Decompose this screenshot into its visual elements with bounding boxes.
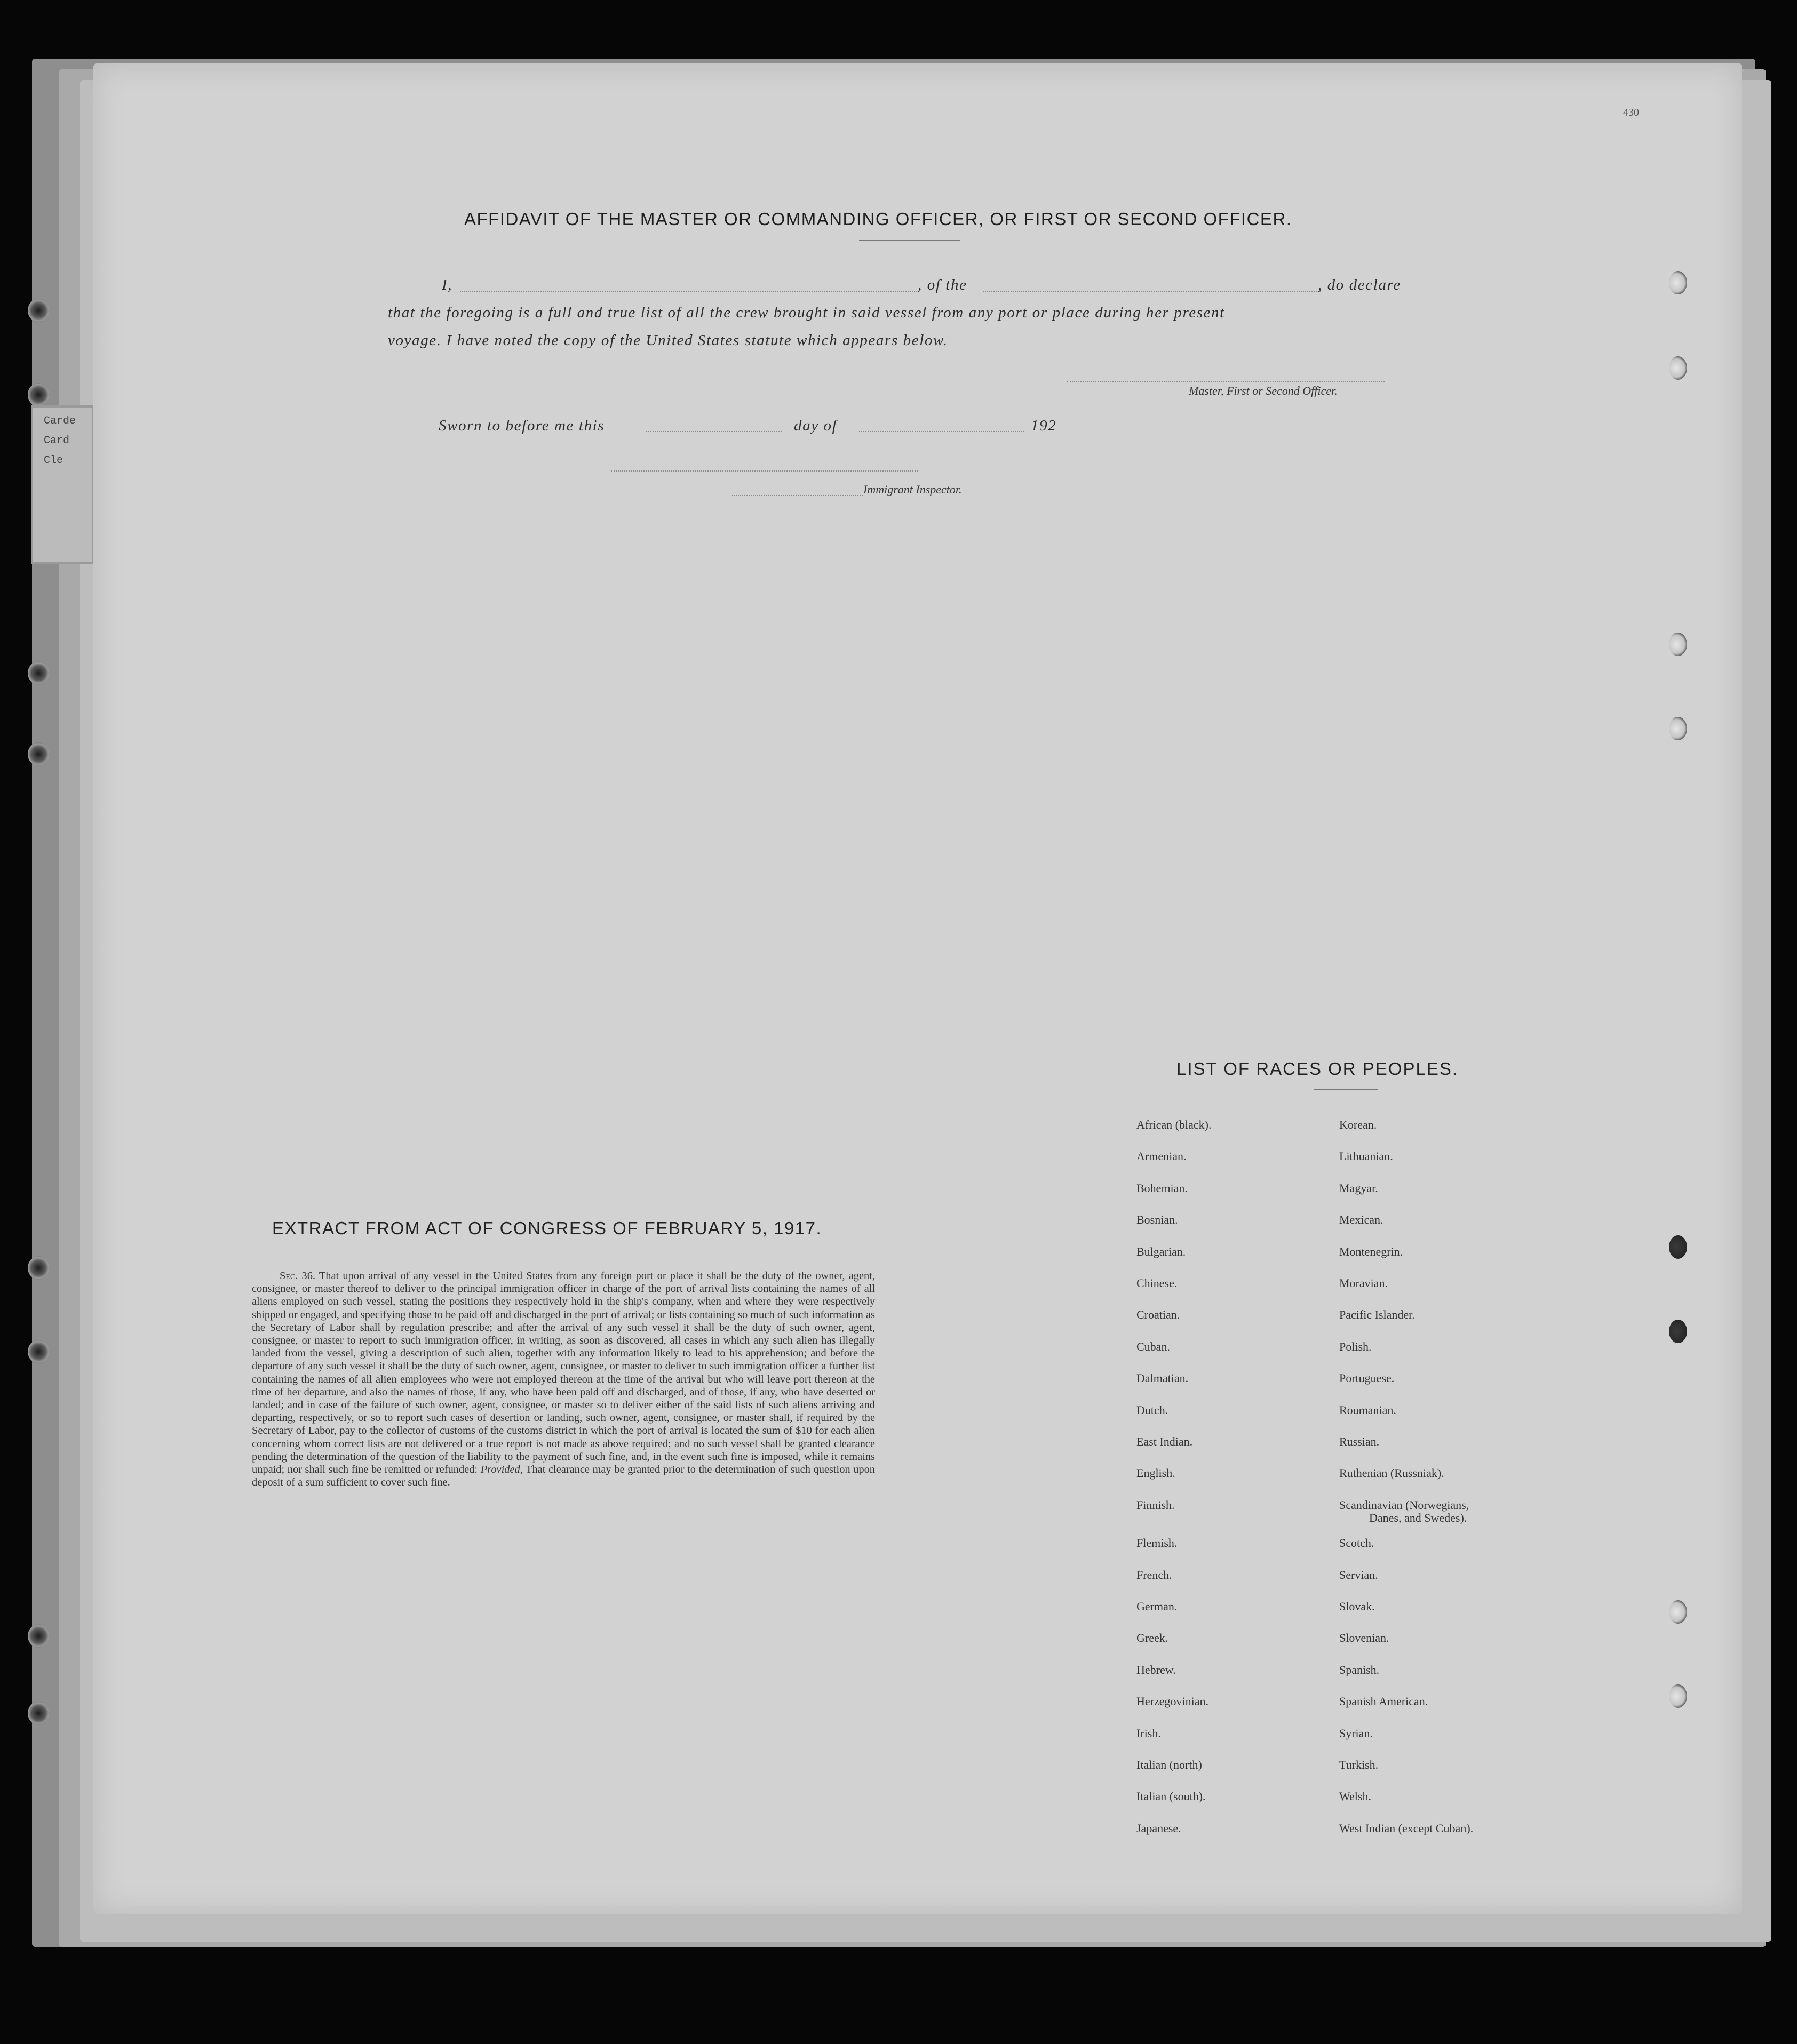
extract-title: EXTRACT FROM ACT OF CONGRESS OF FEBRUARY 5, 1917.: [272, 1218, 822, 1238]
extract-text-part2: That clearance may be granted prior to the determination of such question upon deposit of a sum sufficient to cover such fine.: [252, 1464, 875, 1489]
inspector-label: Immigrant Inspector.: [863, 483, 962, 496]
title-underline: [859, 240, 960, 241]
race-item: Syrian.: [1339, 1726, 1373, 1740]
race-item: French.: [1136, 1568, 1172, 1582]
race-item: Italian (north): [1136, 1758, 1202, 1771]
race-item: Portuguese.: [1339, 1371, 1395, 1385]
race-item: Greek.: [1136, 1631, 1168, 1645]
race-item: Spanish American.: [1339, 1695, 1428, 1708]
race-item: Bosnian.: [1136, 1213, 1178, 1227]
master-signature-label: Master, First or Second Officer.: [1189, 384, 1338, 397]
race-item: Armenian.: [1136, 1149, 1187, 1163]
race-item: Turkish.: [1339, 1758, 1379, 1771]
vessel-name-blank[interactable]: [983, 291, 1321, 292]
race-item: Spanish.: [1339, 1663, 1380, 1676]
master-signature-blank[interactable]: [1067, 381, 1385, 382]
race-item: English.: [1136, 1466, 1175, 1480]
master-name-blank[interactable]: [460, 291, 919, 292]
extract-body: [252, 1269, 875, 1489]
race-item: East Indian.: [1136, 1435, 1193, 1448]
punch-hole: [1669, 1684, 1687, 1708]
binder-hole: [28, 1702, 49, 1725]
race-item: German.: [1136, 1600, 1178, 1613]
race-item: Japanese.: [1136, 1821, 1181, 1835]
race-item: Italian (south).: [1136, 1790, 1206, 1803]
extract-provided: Provided,: [480, 1464, 523, 1476]
race-item: Magyar.: [1339, 1181, 1378, 1195]
race-item: Bulgarian.: [1136, 1244, 1186, 1258]
race-item: Bohemian.: [1136, 1181, 1188, 1195]
binder-hole: [28, 1624, 49, 1648]
races-title-underline: [1314, 1089, 1378, 1090]
race-item: Herzegovinian.: [1136, 1695, 1208, 1708]
race-item: Chinese.: [1136, 1276, 1178, 1290]
index-tab-card: [31, 405, 94, 564]
punch-hole: [1669, 717, 1687, 740]
sworn-year: 192: [1031, 417, 1057, 434]
binder-hole: [28, 383, 49, 406]
race-item: Korean.: [1339, 1118, 1377, 1131]
punch-hole: [1669, 1235, 1687, 1259]
races-title: LIST OF RACES OR PEOPLES.: [1176, 1059, 1459, 1079]
punch-hole: [1669, 356, 1687, 380]
tab-card-line: Cle: [44, 454, 63, 467]
race-item: African (black).: [1136, 1118, 1212, 1131]
extract-section: Sec. 36.: [280, 1270, 315, 1282]
race-item: West Indian (except Cuban).: [1339, 1821, 1474, 1835]
affidavit-line1-prefix: I,: [442, 276, 453, 293]
race-item: Montenegrin.: [1339, 1244, 1403, 1258]
tab-card-line: Card: [44, 435, 70, 447]
sworn-prefix: Sworn to before me this: [439, 417, 605, 434]
extract-text-part1: That upon arrival of any vessel in the United States from any foreign port or place it shall be the duty of the owner, agent, consignee, or master thereof to deliver to the principal immigration officer in charge of the port of arrival lists containing the names of all aliens employed on such vessel, stating the positions they respectively hold in the ship's company, when and where they were respectively shipped or engaged, and specifying those to be paid off and discharged in the port of arrival; or lists containing so much of such information as the Secretary of Labor shall by regulation prescribe; and after the arrival of any such vessel it shall be the duty of such owner, agent, consignee, or master to report to such immigration officer, in writing, as soon as discovered, all cases in which any such alien has illegally landed from the vessel, giving a description of such alien, together with any information likely to lead to his apprehension; and before the departure of any such vessel it shall be the duty of such owner, agent, consignee, or master to deliver to such immigration officer a further list containing the names of all alien employees who were not employed thereon at the time of the arrival but who will leave port thereon at the time of her departure, and also the names of those, if any, who have been paid off and discharged, and of those, if any, who have deserted or landed; and in case of the failure of such owner, agent, consignee, or master so to deliver either of the said lists of such aliens arriving and departing, respectively, or so to report such cases of desertion or landing, such owner, agent, consignee, or master shall, if required by the Secretary of Labor, pay to the collector of customs of the customs district in which the port of arrival is located the sum of $10 for each alien concerning whom correct lists are not delivered or a true report is not made as above required; and no such vessel shall be granted clearance pending the determination of the question of the liability to the payment of such fine, and, in the event such fine is imposed, while it remains unpaid; nor shall such fine be remitted or refunded:: [252, 1270, 876, 1476]
race-item: Flemish.: [1136, 1536, 1178, 1550]
binder-hole: [28, 742, 49, 766]
race-item: Scandinavian (Norwegians,: [1339, 1498, 1469, 1512]
race-item: Roumanian.: [1339, 1403, 1396, 1417]
race-item: Scotch.: [1339, 1536, 1374, 1550]
race-item: Servian.: [1339, 1568, 1378, 1582]
race-item: Dalmatian.: [1136, 1371, 1189, 1385]
inspector-leader: [732, 495, 863, 496]
sworn-day-label: day of: [794, 417, 838, 434]
race-item: Hebrew.: [1136, 1663, 1176, 1676]
affidavit-line1-mid: , of the: [918, 276, 967, 293]
race-item: Moravian.: [1339, 1276, 1388, 1290]
race-item: Lithuanian.: [1339, 1149, 1393, 1163]
binder-hole: [28, 299, 49, 322]
affidavit-line2: that the foregoing is a full and true list of all the crew brought in said vessel from any port or place during her present: [388, 304, 1225, 321]
punch-hole: [1669, 271, 1687, 294]
sworn-day-blank[interactable]: [646, 431, 782, 432]
tab-card-line: Carde: [44, 415, 76, 427]
affidavit-line3: voyage. I have noted the copy of the United States statute which appears below.: [388, 332, 948, 349]
race-item: Russian.: [1339, 1435, 1380, 1448]
punch-hole: [1669, 1320, 1687, 1343]
page-number: 430: [1623, 107, 1639, 118]
race-item: Mexican.: [1339, 1213, 1383, 1227]
race-item: Polish.: [1339, 1339, 1372, 1353]
sworn-month-blank[interactable]: [859, 431, 1024, 432]
binder-hole: [28, 661, 49, 685]
punch-hole: [1669, 633, 1687, 656]
race-item: Irish.: [1136, 1726, 1161, 1740]
race-item: Welsh.: [1339, 1790, 1371, 1803]
race-item: Cuban.: [1136, 1339, 1170, 1353]
race-item: Slovenian.: [1339, 1631, 1389, 1645]
race-item: Ruthenian (Russniak).: [1339, 1466, 1444, 1480]
affidavit-line1-end: , do declare: [1318, 276, 1401, 293]
punch-hole: [1669, 1600, 1687, 1624]
binder-hole: [28, 1256, 49, 1280]
race-item: Finnish.: [1136, 1498, 1175, 1512]
race-item: Dutch.: [1136, 1403, 1168, 1417]
race-item: Pacific Islander.: [1339, 1308, 1415, 1322]
affidavit-title: AFFIDAVIT OF THE MASTER OR COMMANDING OFFICER, OR FIRST OR SECOND OFFICER.: [464, 209, 1292, 229]
inspector-signature-blank[interactable]: [611, 470, 918, 472]
binder-hole: [28, 1340, 49, 1363]
race-item: Croatian.: [1136, 1308, 1180, 1322]
race-item: Slovak.: [1339, 1600, 1375, 1613]
race-item-continuation: Danes, and Swedes).: [1369, 1511, 1467, 1524]
